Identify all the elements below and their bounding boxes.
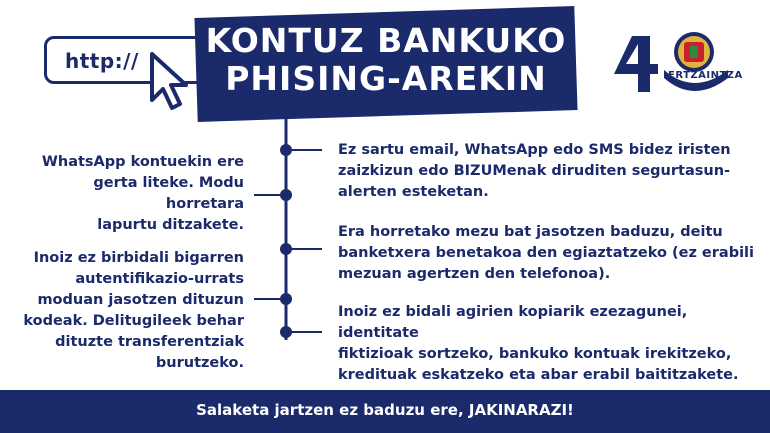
text-line: lapurtu ditzakete. xyxy=(97,217,244,233)
title-line-1: KONTUZ BANKUKO xyxy=(205,21,567,60)
text-line: dituzte transferentziak xyxy=(55,334,244,350)
timeline-dot xyxy=(280,243,292,255)
ertzaintza-40-logo xyxy=(612,30,732,106)
footer-text: Salaketa jartzen ez baduzu ere, JAKINARAZI! xyxy=(196,401,574,419)
text-line: banketxera benetakoa den egiaztatzeko (ez erabili xyxy=(338,245,754,261)
text-line: kodeak. Delitugileek behar xyxy=(23,313,244,329)
text-line: autentifikazio-urrats xyxy=(75,271,244,287)
url-text: http:// xyxy=(65,49,139,73)
title-line-2: PHISING-AREKIN xyxy=(225,59,547,98)
timeline-dot xyxy=(280,189,292,201)
logo-text: ERTZAINTZA xyxy=(668,70,743,81)
text-line: alerten esteketan. xyxy=(338,184,489,200)
left-text-whatsapp xyxy=(20,152,244,236)
text-line: burutzeko. xyxy=(155,355,244,371)
right-text-links xyxy=(338,140,758,203)
arrow-cursor-icon xyxy=(148,50,192,112)
text-line: zaizkizun edo BIZUMenak diruditen segurtasun- xyxy=(338,163,731,179)
text-line: Inoiz ez birbidali bigarren xyxy=(33,250,244,266)
right-text-documents xyxy=(338,302,763,386)
text-line: Era horretako mezu bat jasotzen baduzu, deitu xyxy=(338,224,723,240)
text-line: kredituak eskatzeko eta abar erabil baititzakete. xyxy=(338,367,739,383)
right-text-call-bank xyxy=(338,222,758,285)
page-title xyxy=(196,22,576,98)
left-text-codes xyxy=(20,248,244,374)
text-line: fiktizioak sortzeko, bankuko kontuak irekitzeko, xyxy=(338,346,732,362)
timeline-dot xyxy=(280,293,292,305)
text-line: mezuan agertzen den telefonoa). xyxy=(338,266,611,282)
timeline-dot xyxy=(280,326,292,338)
text-line: Inoiz ez bidali agirien kopiarik ezezagunei, identitate xyxy=(338,304,688,341)
text-line: WhatsApp kontuekin ere xyxy=(41,154,244,170)
text-line: gerta liteke. Modu horretara xyxy=(93,175,244,212)
timeline-dot xyxy=(280,144,292,156)
text-line: Ez sartu email, WhatsApp edo SMS bidez iristen xyxy=(338,142,731,158)
text-line: moduan jasotzen dituzun xyxy=(37,292,244,308)
